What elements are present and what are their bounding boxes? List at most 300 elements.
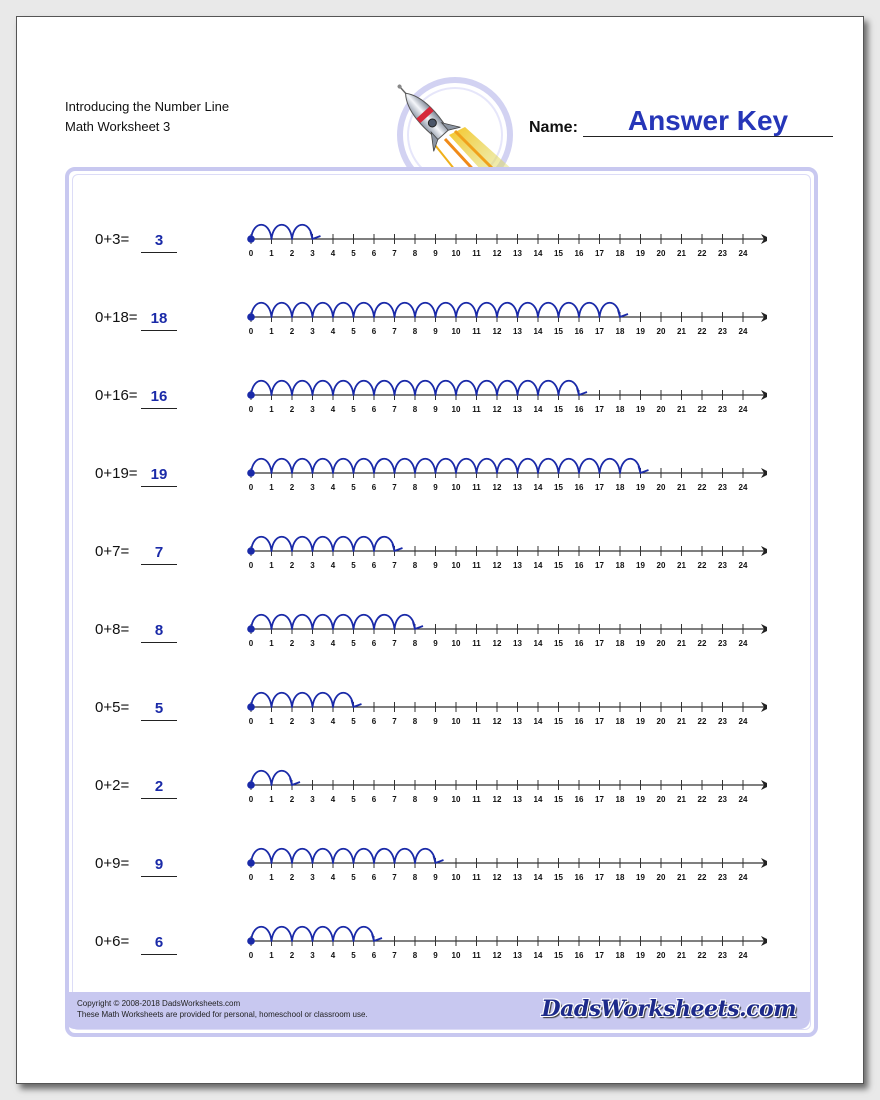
tick-label: 21 <box>677 561 686 570</box>
tick-label: 3 <box>310 951 315 960</box>
tick-label: 14 <box>533 405 543 414</box>
tick-label: 7 <box>392 873 397 882</box>
tick-label: 7 <box>392 717 397 726</box>
tick-label: 3 <box>310 717 315 726</box>
start-point-marker <box>247 547 255 555</box>
problem-row <box>69 209 814 269</box>
problem-row <box>69 677 814 737</box>
problem-equation: 0+18= <box>95 309 138 326</box>
tick-label: 2 <box>289 249 295 258</box>
tick-label: 4 <box>330 873 336 882</box>
tick-label: 14 <box>533 951 543 960</box>
tick-label: 12 <box>492 795 502 804</box>
tick-label: 11 <box>472 327 481 336</box>
jump-arcs <box>251 771 292 785</box>
tick-label: 3 <box>310 561 315 570</box>
tick-label: 8 <box>412 951 418 960</box>
tick-label: 16 <box>574 795 584 804</box>
tick-label: 18 <box>615 249 625 258</box>
jump-arcs <box>251 927 374 941</box>
tick-label: 19 <box>636 717 645 726</box>
tick-label: 22 <box>697 639 707 648</box>
tick-label: 23 <box>718 561 727 570</box>
tick-label: 3 <box>310 249 315 258</box>
tick-label: 2 <box>289 873 295 882</box>
tick-label: 15 <box>554 561 563 570</box>
tick-label: 18 <box>615 717 625 726</box>
tick-label: 9 <box>433 951 438 960</box>
tick-label: 12 <box>492 639 502 648</box>
tick-label: 22 <box>697 717 707 726</box>
tick-label: 15 <box>554 249 563 258</box>
tick-label: 19 <box>636 561 645 570</box>
tick-label: 18 <box>615 483 625 492</box>
tick-label: 13 <box>513 561 522 570</box>
tick-label: 2 <box>289 483 295 492</box>
tick-label: 0 <box>248 951 254 960</box>
tick-label: 6 <box>371 483 377 492</box>
problem-answer: 6 <box>141 934 177 955</box>
tick-label: 10 <box>451 795 461 804</box>
tick-label: 13 <box>513 873 522 882</box>
tick-label: 10 <box>451 561 461 570</box>
tick-label: 0 <box>248 795 254 804</box>
tick-label: 15 <box>554 405 563 414</box>
tick-label: 21 <box>677 873 686 882</box>
tick-label: 8 <box>412 249 418 258</box>
tick-label: 3 <box>310 327 315 336</box>
tick-label: 15 <box>554 483 563 492</box>
tick-label: 23 <box>718 873 727 882</box>
tick-label: 11 <box>472 249 481 258</box>
tick-label: 10 <box>451 717 461 726</box>
tick-label: 17 <box>595 951 604 960</box>
tick-label: 7 <box>392 951 397 960</box>
number-line <box>247 599 767 655</box>
tick-label: 9 <box>433 249 438 258</box>
tick-label: 5 <box>351 327 356 336</box>
tick-label: 2 <box>289 951 295 960</box>
start-point-marker <box>247 859 255 867</box>
problem-row <box>69 599 814 659</box>
tick-label: 6 <box>371 873 377 882</box>
tick-label: 1 <box>269 249 274 258</box>
tick-label: 13 <box>513 951 522 960</box>
tick-label: 10 <box>451 483 461 492</box>
problem-row <box>69 287 814 347</box>
tick-label: 0 <box>248 483 254 492</box>
tick-label: 24 <box>738 405 748 414</box>
tick-label: 15 <box>554 951 563 960</box>
tick-label: 5 <box>351 483 356 492</box>
tick-label: 1 <box>269 405 274 414</box>
tick-label: 19 <box>636 327 645 336</box>
usage-notice: These Math Worksheets are provided for personal, homeschool or classroom use. <box>77 1010 368 1019</box>
tick-label: 11 <box>472 483 481 492</box>
tick-label: 21 <box>677 249 686 258</box>
jump-arcs <box>251 303 620 317</box>
start-point-marker <box>247 391 255 399</box>
tick-label: 17 <box>595 249 604 258</box>
tick-label: 20 <box>656 405 666 414</box>
tick-label: 22 <box>697 561 707 570</box>
tick-label: 1 <box>269 561 274 570</box>
problem-equation: 0+16= <box>95 387 138 404</box>
tick-label: 14 <box>533 873 543 882</box>
tick-label: 6 <box>371 327 377 336</box>
tick-label: 21 <box>677 795 686 804</box>
tick-label: 23 <box>718 639 727 648</box>
tick-label: 14 <box>533 795 543 804</box>
tick-label: 22 <box>697 873 707 882</box>
tick-label: 22 <box>697 795 707 804</box>
tick-label: 3 <box>310 483 315 492</box>
tick-label: 20 <box>656 639 666 648</box>
tick-label: 7 <box>392 327 397 336</box>
problem-equation: 0+7= <box>95 543 130 560</box>
tick-label: 16 <box>574 327 584 336</box>
tick-label: 15 <box>554 639 563 648</box>
tick-label: 0 <box>248 249 254 258</box>
tick-label: 2 <box>289 327 295 336</box>
start-point-marker <box>247 703 255 711</box>
tick-label: 2 <box>289 405 295 414</box>
tick-label: 20 <box>656 561 666 570</box>
jump-arcs <box>251 225 313 239</box>
tick-label: 22 <box>697 249 707 258</box>
tick-label: 20 <box>656 873 666 882</box>
tick-label: 9 <box>433 639 438 648</box>
tick-label: 23 <box>718 951 727 960</box>
tick-label: 12 <box>492 873 502 882</box>
problem-answer: 2 <box>141 778 177 799</box>
title-line-2: Math Worksheet 3 <box>65 119 171 134</box>
problem-answer: 7 <box>141 544 177 565</box>
tick-label: 20 <box>656 327 666 336</box>
tick-label: 3 <box>310 405 315 414</box>
tick-label: 5 <box>351 405 356 414</box>
tick-label: 10 <box>451 873 461 882</box>
tick-label: 12 <box>492 717 502 726</box>
tick-label: 0 <box>248 561 254 570</box>
jump-arcs <box>251 537 395 551</box>
tick-label: 7 <box>392 639 397 648</box>
tick-label: 22 <box>697 405 707 414</box>
tick-label: 24 <box>738 795 748 804</box>
tick-label: 1 <box>269 483 274 492</box>
tick-label: 11 <box>472 795 481 804</box>
tick-label: 15 <box>554 717 563 726</box>
title-line-1: Introducing the Number Line <box>65 99 230 114</box>
number-line <box>247 443 767 499</box>
tick-label: 8 <box>412 873 418 882</box>
tick-label: 14 <box>533 717 543 726</box>
problem-equation: 0+9= <box>95 855 130 872</box>
dadsworksheets-logo: DadsWorksheets.com <box>541 996 796 1022</box>
problem-answer: 9 <box>141 856 177 877</box>
copyright-text: Copyright © 2008-2018 DadsWorksheets.com <box>77 999 241 1008</box>
tick-label: 24 <box>738 483 748 492</box>
tick-label: 2 <box>289 795 295 804</box>
tick-label: 13 <box>513 717 522 726</box>
tick-label: 10 <box>451 249 461 258</box>
tick-label: 6 <box>371 249 377 258</box>
tick-label: 19 <box>636 249 645 258</box>
tick-label: 5 <box>351 639 356 648</box>
tick-label: 6 <box>371 717 377 726</box>
tick-label: 9 <box>433 561 438 570</box>
tick-label: 17 <box>595 873 604 882</box>
tick-label: 6 <box>371 795 377 804</box>
start-point-marker <box>247 937 255 945</box>
tick-label: 15 <box>554 873 563 882</box>
tick-label: 17 <box>595 327 604 336</box>
jump-arcs <box>251 693 354 707</box>
tick-label: 24 <box>738 951 748 960</box>
worksheet-title <box>65 97 229 137</box>
tick-label: 4 <box>330 717 336 726</box>
tick-label: 10 <box>451 405 461 414</box>
tick-label: 9 <box>433 405 438 414</box>
tick-label: 20 <box>656 483 666 492</box>
number-line <box>247 755 767 811</box>
tick-label: 16 <box>574 951 584 960</box>
tick-label: 4 <box>330 639 336 648</box>
tick-label: 6 <box>371 951 377 960</box>
tick-label: 23 <box>718 405 727 414</box>
tick-label: 16 <box>574 873 584 882</box>
tick-label: 2 <box>289 561 295 570</box>
tick-label: 14 <box>533 249 543 258</box>
tick-label: 10 <box>451 327 461 336</box>
tick-label: 14 <box>533 561 543 570</box>
tick-label: 12 <box>492 249 502 258</box>
tick-label: 7 <box>392 405 397 414</box>
tick-label: 15 <box>554 795 563 804</box>
footer <box>65 992 810 1029</box>
tick-label: 8 <box>412 327 418 336</box>
tick-label: 23 <box>718 249 727 258</box>
tick-label: 18 <box>615 561 625 570</box>
tick-label: 12 <box>492 327 502 336</box>
tick-label: 18 <box>615 873 625 882</box>
problem-answer: 19 <box>141 466 177 487</box>
tick-label: 2 <box>289 717 295 726</box>
tick-label: 11 <box>472 873 481 882</box>
tick-label: 6 <box>371 639 377 648</box>
tick-label: 12 <box>492 561 502 570</box>
worksheet-page <box>16 16 864 1084</box>
tick-label: 0 <box>248 873 254 882</box>
tick-label: 13 <box>513 483 522 492</box>
tick-label: 7 <box>392 795 397 804</box>
tick-label: 24 <box>738 561 748 570</box>
problem-answer: 18 <box>141 310 177 331</box>
tick-label: 18 <box>615 951 625 960</box>
problem-equation: 0+19= <box>95 465 138 482</box>
start-point-marker <box>247 469 255 477</box>
tick-label: 16 <box>574 561 584 570</box>
tick-label: 21 <box>677 405 686 414</box>
tick-label: 19 <box>636 951 645 960</box>
number-line <box>247 287 767 343</box>
problem-row <box>69 521 814 581</box>
number-line <box>247 911 767 967</box>
tick-label: 16 <box>574 249 584 258</box>
tick-label: 1 <box>269 327 274 336</box>
tick-label: 17 <box>595 795 604 804</box>
jump-arcs <box>251 615 415 629</box>
tick-label: 2 <box>289 639 295 648</box>
tick-label: 17 <box>595 561 604 570</box>
tick-label: 19 <box>636 405 645 414</box>
tick-label: 5 <box>351 795 356 804</box>
problem-row <box>69 443 814 503</box>
tick-label: 18 <box>615 327 625 336</box>
tick-label: 8 <box>412 639 418 648</box>
tick-label: 11 <box>472 561 481 570</box>
tick-label: 4 <box>330 405 336 414</box>
tick-label: 16 <box>574 483 584 492</box>
tick-label: 1 <box>269 639 274 648</box>
tick-label: 8 <box>412 483 418 492</box>
tick-label: 16 <box>574 405 584 414</box>
problems-frame <box>65 167 818 1037</box>
tick-label: 22 <box>697 327 707 336</box>
problem-answer: 5 <box>141 700 177 721</box>
jump-arcs <box>251 849 436 863</box>
tick-label: 13 <box>513 405 522 414</box>
name-field <box>529 105 833 137</box>
tick-label: 4 <box>330 561 336 570</box>
tick-label: 19 <box>636 639 645 648</box>
tick-label: 13 <box>513 795 522 804</box>
tick-label: 21 <box>677 951 686 960</box>
start-point-marker <box>247 781 255 789</box>
tick-label: 20 <box>656 795 666 804</box>
tick-label: 4 <box>330 483 336 492</box>
tick-label: 3 <box>310 795 315 804</box>
tick-label: 12 <box>492 951 502 960</box>
tick-label: 24 <box>738 327 748 336</box>
problem-equation: 0+3= <box>95 231 130 248</box>
tick-label: 23 <box>718 795 727 804</box>
tick-label: 7 <box>392 561 397 570</box>
start-point-marker <box>247 625 255 633</box>
tick-label: 12 <box>492 405 502 414</box>
tick-label: 14 <box>533 639 543 648</box>
tick-label: 21 <box>677 327 686 336</box>
tick-label: 6 <box>371 405 377 414</box>
tick-label: 24 <box>738 249 748 258</box>
tick-label: 7 <box>392 483 397 492</box>
tick-label: 23 <box>718 717 727 726</box>
tick-label: 24 <box>738 873 748 882</box>
tick-label: 13 <box>513 327 522 336</box>
tick-label: 18 <box>615 795 625 804</box>
tick-label: 22 <box>697 951 707 960</box>
problem-answer: 16 <box>141 388 177 409</box>
tick-label: 21 <box>677 483 686 492</box>
tick-label: 4 <box>330 249 336 258</box>
tick-label: 20 <box>656 249 666 258</box>
tick-label: 11 <box>472 717 481 726</box>
footer-text <box>77 998 368 1020</box>
tick-label: 17 <box>595 483 604 492</box>
problem-equation: 0+8= <box>95 621 130 638</box>
name-label: Name: <box>529 119 578 136</box>
tick-label: 20 <box>656 951 666 960</box>
tick-label: 14 <box>533 327 543 336</box>
tick-label: 1 <box>269 795 274 804</box>
problem-equation: 0+6= <box>95 933 130 950</box>
tick-label: 3 <box>310 873 315 882</box>
tick-label: 17 <box>595 717 604 726</box>
start-point-marker <box>247 235 255 243</box>
tick-label: 5 <box>351 717 356 726</box>
number-line <box>247 521 767 577</box>
number-line <box>247 209 767 265</box>
number-line <box>247 833 767 889</box>
tick-label: 13 <box>513 249 522 258</box>
tick-label: 5 <box>351 249 356 258</box>
tick-label: 19 <box>636 483 645 492</box>
tick-label: 19 <box>636 873 645 882</box>
tick-label: 8 <box>412 795 418 804</box>
tick-label: 8 <box>412 561 418 570</box>
tick-label: 5 <box>351 561 356 570</box>
tick-label: 10 <box>451 639 461 648</box>
tick-label: 8 <box>412 717 418 726</box>
tick-label: 8 <box>412 405 418 414</box>
tick-label: 14 <box>533 483 543 492</box>
problem-equation: 0+5= <box>95 699 130 716</box>
tick-label: 20 <box>656 717 666 726</box>
tick-label: 3 <box>310 639 315 648</box>
start-point-marker <box>247 313 255 321</box>
answer-key-label: Answer Key <box>627 105 789 136</box>
problem-answer: 8 <box>141 622 177 643</box>
tick-label: 23 <box>718 483 727 492</box>
number-line <box>247 365 767 421</box>
tick-label: 9 <box>433 873 438 882</box>
tick-label: 5 <box>351 873 356 882</box>
tick-label: 24 <box>738 717 748 726</box>
tick-label: 17 <box>595 639 604 648</box>
tick-label: 11 <box>472 639 481 648</box>
tick-label: 18 <box>615 405 625 414</box>
tick-label: 24 <box>738 639 748 648</box>
tick-label: 21 <box>677 717 686 726</box>
tick-label: 1 <box>269 717 274 726</box>
tick-label: 9 <box>433 795 438 804</box>
tick-label: 0 <box>248 327 254 336</box>
tick-label: 11 <box>472 405 481 414</box>
tick-label: 9 <box>433 327 438 336</box>
tick-label: 4 <box>330 795 336 804</box>
jump-arcs <box>251 381 579 395</box>
tick-label: 17 <box>595 405 604 414</box>
tick-label: 6 <box>371 561 377 570</box>
tick-label: 5 <box>351 951 356 960</box>
tick-label: 21 <box>677 639 686 648</box>
problem-answer: 3 <box>141 232 177 253</box>
tick-label: 0 <box>248 639 254 648</box>
tick-label: 10 <box>451 951 461 960</box>
problem-row <box>69 365 814 425</box>
tick-label: 13 <box>513 639 522 648</box>
tick-label: 1 <box>269 873 274 882</box>
